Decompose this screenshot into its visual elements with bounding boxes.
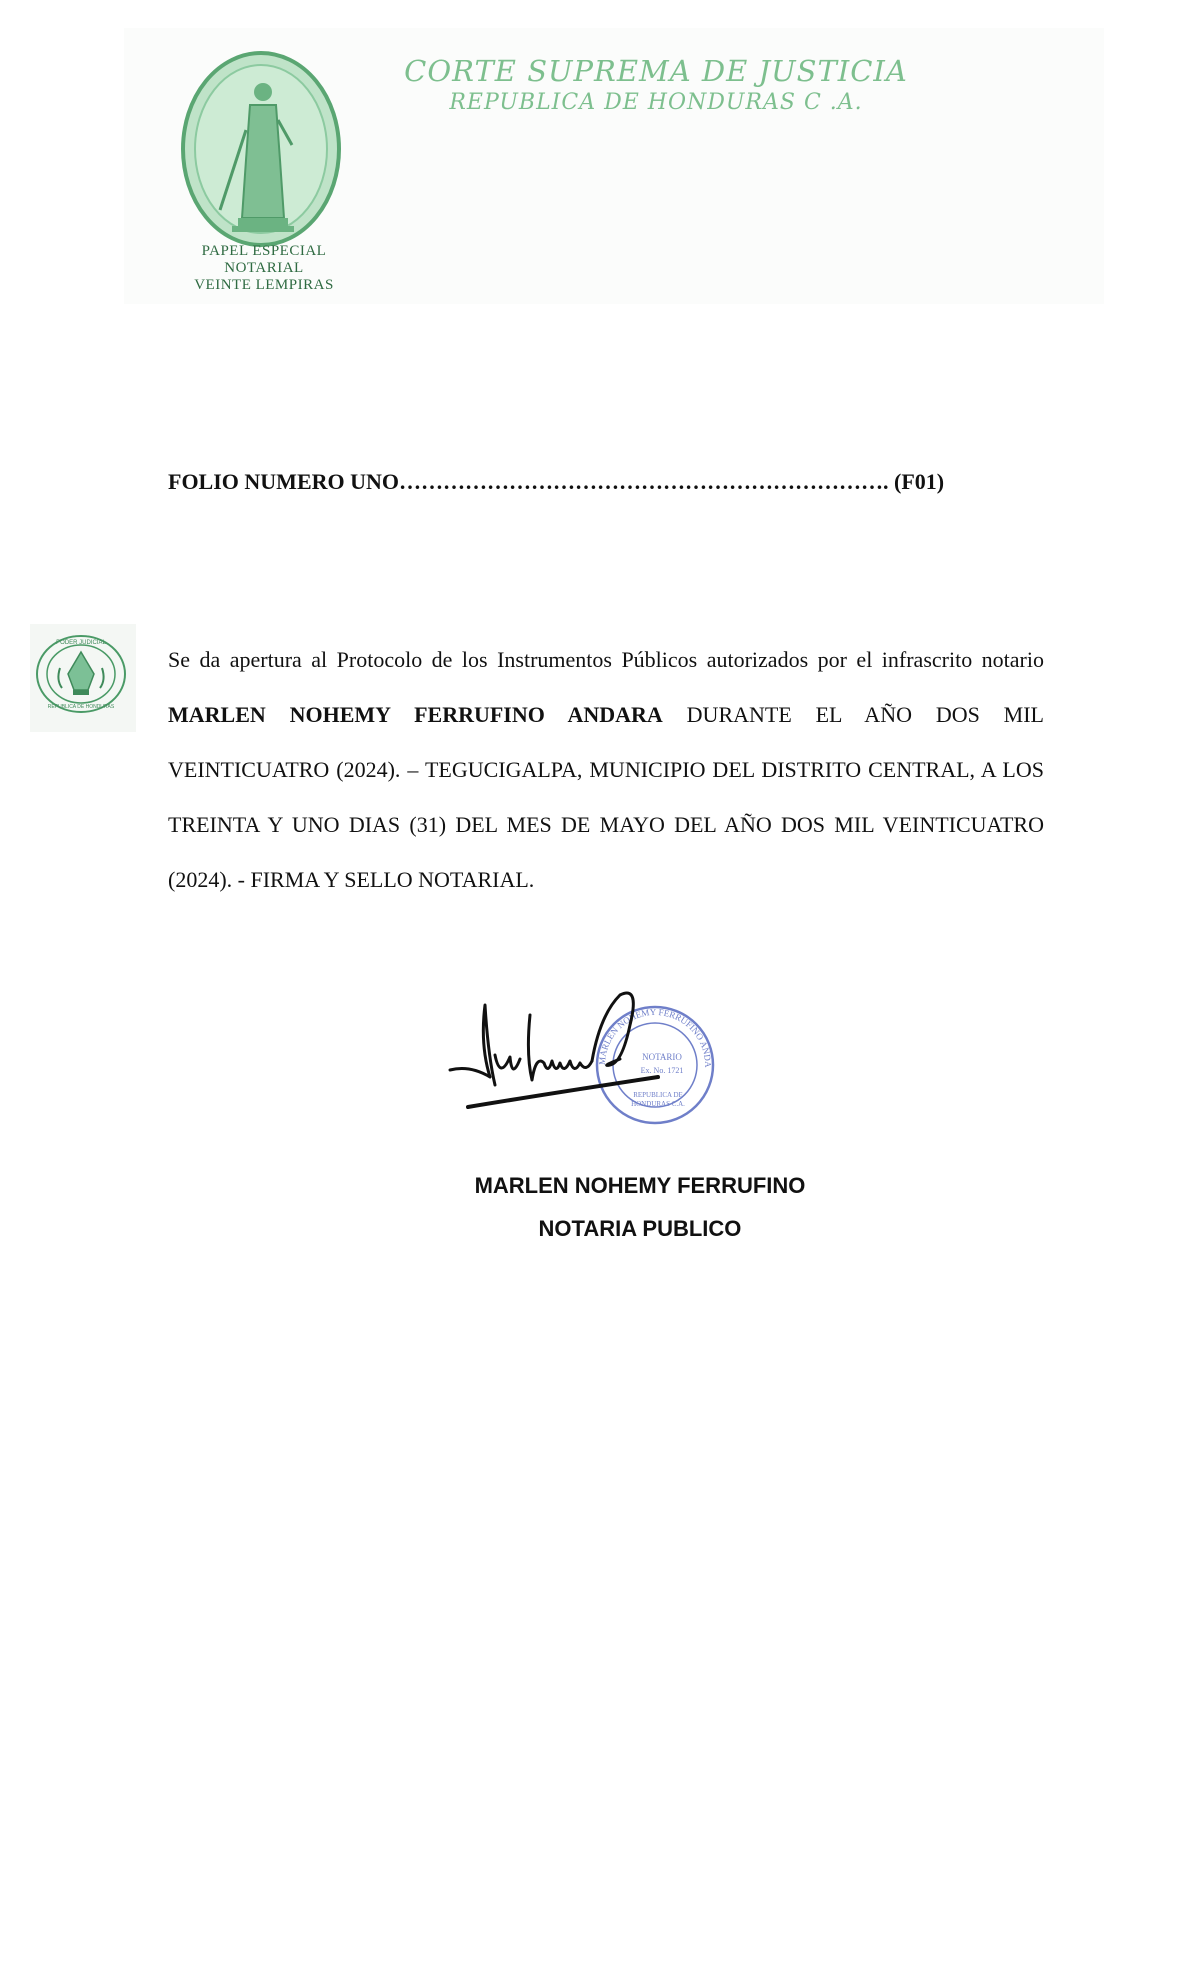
paper-label-line: PAPEL ESPECIAL <box>201 243 327 259</box>
notary-signature-name: MARLEN NOHEMY FERRUFINO <box>474 1173 806 1198</box>
handwritten-signature <box>450 993 658 1107</box>
coat-of-arms-icon <box>30 624 136 732</box>
folio-label: FOLIO NUMERO UNO <box>168 469 399 494</box>
seal-top-text: PODER JUDICIAL <box>56 640 106 646</box>
notary-signature-title: NOTARIA PUBLICO <box>538 1216 742 1241</box>
paper-label-line: NOTARIAL <box>224 260 304 276</box>
stamp-bottom-line: HONDURAS C.A. <box>631 1100 685 1108</box>
court-title: CORTE SUPREMA DE JUSTICIA <box>404 54 908 88</box>
stamp-ring-text: MARLEN NOHEMY FERRUFINO ANDA <box>596 1006 714 1068</box>
stamp-center-number: Ex. No. 1721 <box>640 1066 684 1075</box>
justice-statue-icon <box>180 50 342 248</box>
paper-label <box>174 243 354 294</box>
paper-label-line: VEINTE LEMPIRAS <box>194 277 334 293</box>
paragraph-intro: Se da apertura al Protocolo de los Instrumentos Públicos autorizados por el infrascrito notario <box>168 647 1044 672</box>
protocol-opening-paragraph <box>168 632 1044 907</box>
paragraph-rest: DURANTE EL AÑO DOS MIL VEINTICUATRO (2024). – TEGUCIGALPA, MUNICIPIO DEL DISTRITO CENTRAL, A LOS TREINTA Y UNO DIAS (31) DEL MES DE MAYO DEL AÑO DOS MIL VEINTICUATRO (2024). - FIRMA Y SELLO NOTARIAL. <box>168 702 1044 892</box>
signature-block <box>440 985 740 1135</box>
stamp-bottom-line: REPUBLICA DE <box>633 1091 683 1099</box>
judicial-seal <box>30 624 136 732</box>
notary-stamp-icon <box>440 985 713 1123</box>
notarial-paper-header <box>124 28 1104 304</box>
folio-code: (F01) <box>894 469 945 494</box>
notary-stamp-and-signature <box>440 985 740 1135</box>
folio-dots: …………………………………………………………. <box>399 469 889 494</box>
notary-name-bold: MARLEN NOHEMY FERRUFINO ANDARA <box>168 702 663 727</box>
folio-heading <box>168 469 1048 495</box>
seal-bottom-text: REPUBLICA DE HONDURAS <box>47 704 115 710</box>
court-subtitle: REPUBLICA DE HONDURAS C .A. <box>449 90 863 115</box>
stamp-center-title: NOTARIO <box>642 1052 682 1062</box>
